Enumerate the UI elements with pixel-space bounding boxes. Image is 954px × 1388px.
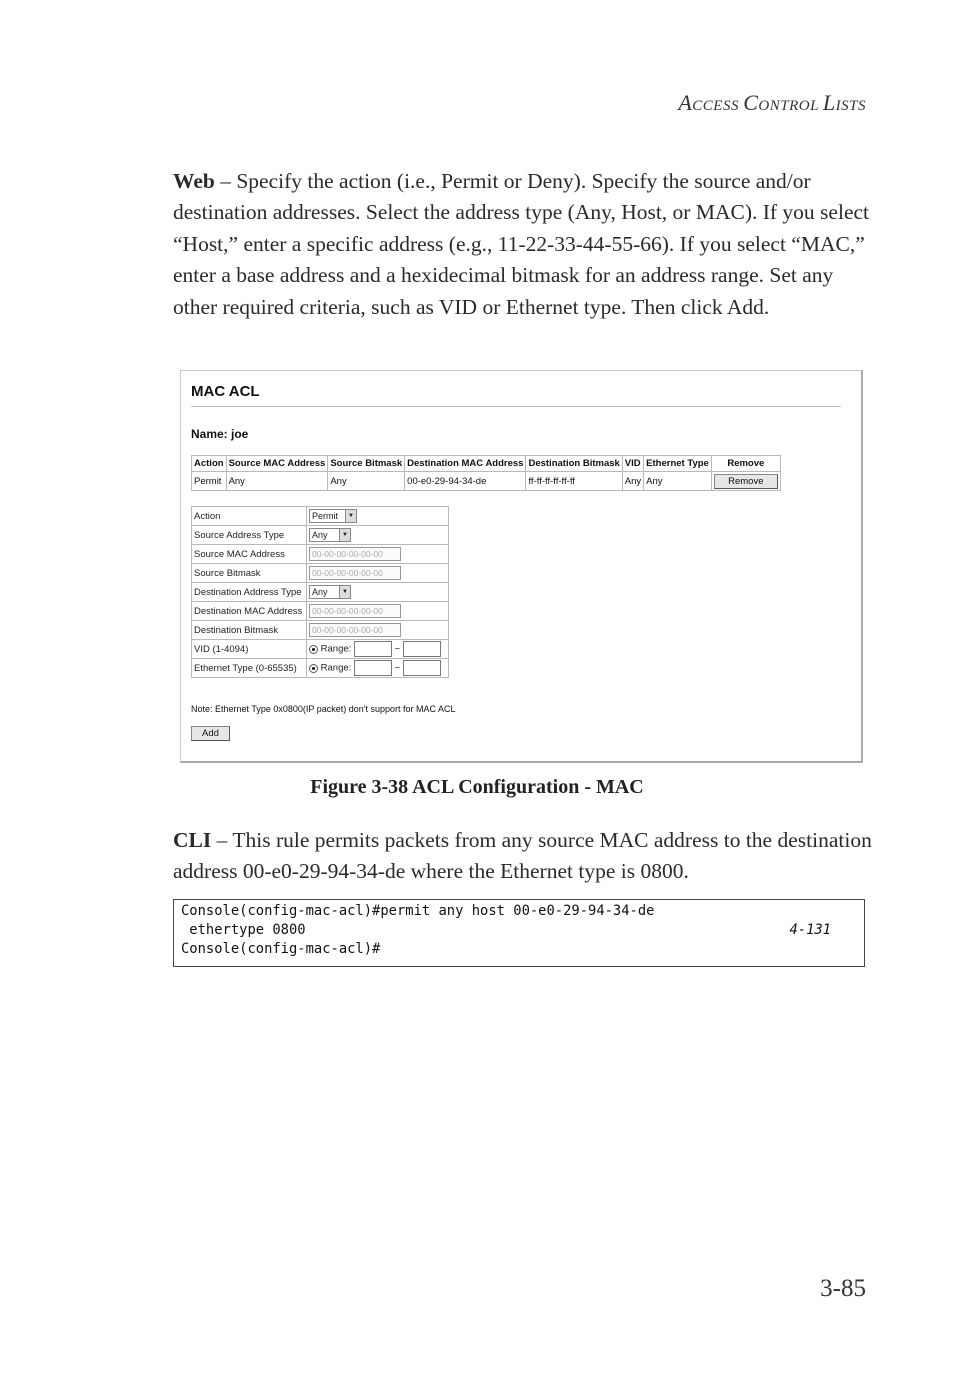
divider: [191, 406, 841, 407]
destination-mac-input[interactable]: 00-00-00-00-00-00: [309, 604, 401, 618]
cli-label: CLI: [173, 828, 212, 852]
vid-range-end-input[interactable]: [403, 641, 441, 657]
acl-entry-form: [191, 506, 449, 678]
ethernet-range-start-input[interactable]: [354, 660, 392, 676]
cell-vid: Any: [622, 472, 643, 491]
col-remove: Remove: [711, 456, 780, 472]
range-separator: ~: [394, 662, 401, 674]
form-row-destination-type: [192, 583, 449, 602]
form-row-vid: [192, 640, 449, 659]
destination-bitmask-label: Destination Bitmask: [192, 621, 307, 640]
cell-action: Permit: [192, 472, 227, 491]
cell-source-bitmask: Any: [328, 472, 405, 491]
form-row-destination-mac: [192, 602, 449, 621]
vid-range-radio[interactable]: [309, 645, 318, 654]
ethernet-range-radio[interactable]: [309, 664, 318, 673]
page-number: 3-85: [820, 1275, 866, 1302]
form-row-source-mac: [192, 545, 449, 564]
web-label: Web: [173, 169, 215, 193]
cli-code-block: [173, 899, 865, 967]
destination-address-type-label: Destination Address Type: [192, 583, 307, 602]
command-reference: 4-131: [789, 922, 831, 938]
table-header-row: [192, 456, 781, 472]
cli-description-paragraph: CLI – This rule permits packets from any source MAC address to the destination address 00-e0-29-94-34-de where the Ethernet type is 0800.: [173, 828, 872, 884]
source-bitmask-input[interactable]: 00-00-00-00-00-00: [309, 566, 401, 580]
form-row-source-type: [192, 526, 449, 545]
chevron-down-icon: ▼: [339, 529, 350, 541]
col-source-bitmask: Source Bitmask: [328, 456, 405, 472]
figure-title: MAC ACL: [191, 383, 260, 400]
cell-remove: [711, 472, 780, 491]
destination-bitmask-input[interactable]: 00-00-00-00-00-00: [309, 623, 401, 637]
chevron-down-icon: ▼: [345, 510, 356, 522]
ethernet-range-end-input[interactable]: [403, 660, 441, 676]
mac-acl-figure: [180, 370, 863, 763]
web-instructions-paragraph: Web – Specify the action (i.e., Permit or Deny). Specify the source and/or destination addresses. Select the address type (Any, Host, or MAC). If you select “Host,” enter a specific address (e.g., 11-22-33-44-55-66). If you select “MAC,” enter a base address and a hexidecimal bitmask for an address range. Set any other required criteria, such as VID or Ethernet type. Then click Add.: [173, 169, 869, 319]
chevron-down-icon: ▼: [339, 586, 350, 598]
source-address-type-select[interactable]: Any ▼: [309, 528, 351, 542]
col-ethernet-type: Ethernet Type: [644, 456, 712, 472]
col-action: Action: [192, 456, 227, 472]
ethernet-type-note: Note: Ethernet Type 0x0800(IP packet) don't support for MAC ACL: [191, 704, 456, 714]
col-destination-mac: Destination MAC Address: [405, 456, 526, 472]
range-separator: ~: [394, 643, 401, 655]
range-label: Range:: [320, 662, 352, 674]
figure-caption: Figure 3-38 ACL Configuration - MAC: [310, 776, 644, 798]
vid-range-start-input[interactable]: [354, 641, 392, 657]
col-source-mac: Source MAC Address: [226, 456, 328, 472]
cell-destination-mac: 00-e0-29-94-34-de: [405, 472, 526, 491]
table-row: [192, 472, 781, 491]
source-mac-input[interactable]: 00-00-00-00-00-00: [309, 547, 401, 561]
source-address-type-label: Source Address Type: [192, 526, 307, 545]
form-row-ethernet-type: [192, 659, 449, 678]
form-row-destination-bitmask: [192, 621, 449, 640]
cell-source-mac: Any: [226, 472, 328, 491]
vid-label: VID (1-4094): [192, 640, 307, 659]
source-mac-label: Source MAC Address: [192, 545, 307, 564]
range-label: Range:: [320, 643, 352, 655]
code-line: Console(config-mac-acl)#permit any host 00-e0-29-94-34-de: [181, 903, 655, 919]
running-header: ACCESS CONTROL LISTS: [678, 90, 866, 115]
remove-button[interactable]: Remove: [714, 474, 778, 489]
destination-address-type-select[interactable]: Any ▼: [309, 585, 351, 599]
code-line: ethertype 0800: [181, 922, 306, 938]
form-row-action: [192, 507, 449, 526]
col-vid: VID: [622, 456, 643, 472]
cell-destination-bitmask: ff-ff-ff-ff-ff-ff: [526, 472, 622, 491]
col-destination-bitmask: Destination Bitmask: [526, 456, 622, 472]
action-label: Action: [192, 507, 307, 526]
destination-mac-label: Destination MAC Address: [192, 602, 307, 621]
acl-name: Name: joe: [191, 427, 249, 441]
source-bitmask-label: Source Bitmask: [192, 564, 307, 583]
code-line: Console(config-mac-acl)#: [181, 941, 381, 957]
form-row-source-bitmask: [192, 564, 449, 583]
action-select[interactable]: Permit ▼: [309, 509, 357, 523]
add-button[interactable]: Add: [191, 726, 230, 741]
acl-rules-table: [191, 455, 781, 491]
ethernet-type-label: Ethernet Type (0-65535): [192, 659, 307, 678]
cell-ethernet-type: Any: [644, 472, 712, 491]
